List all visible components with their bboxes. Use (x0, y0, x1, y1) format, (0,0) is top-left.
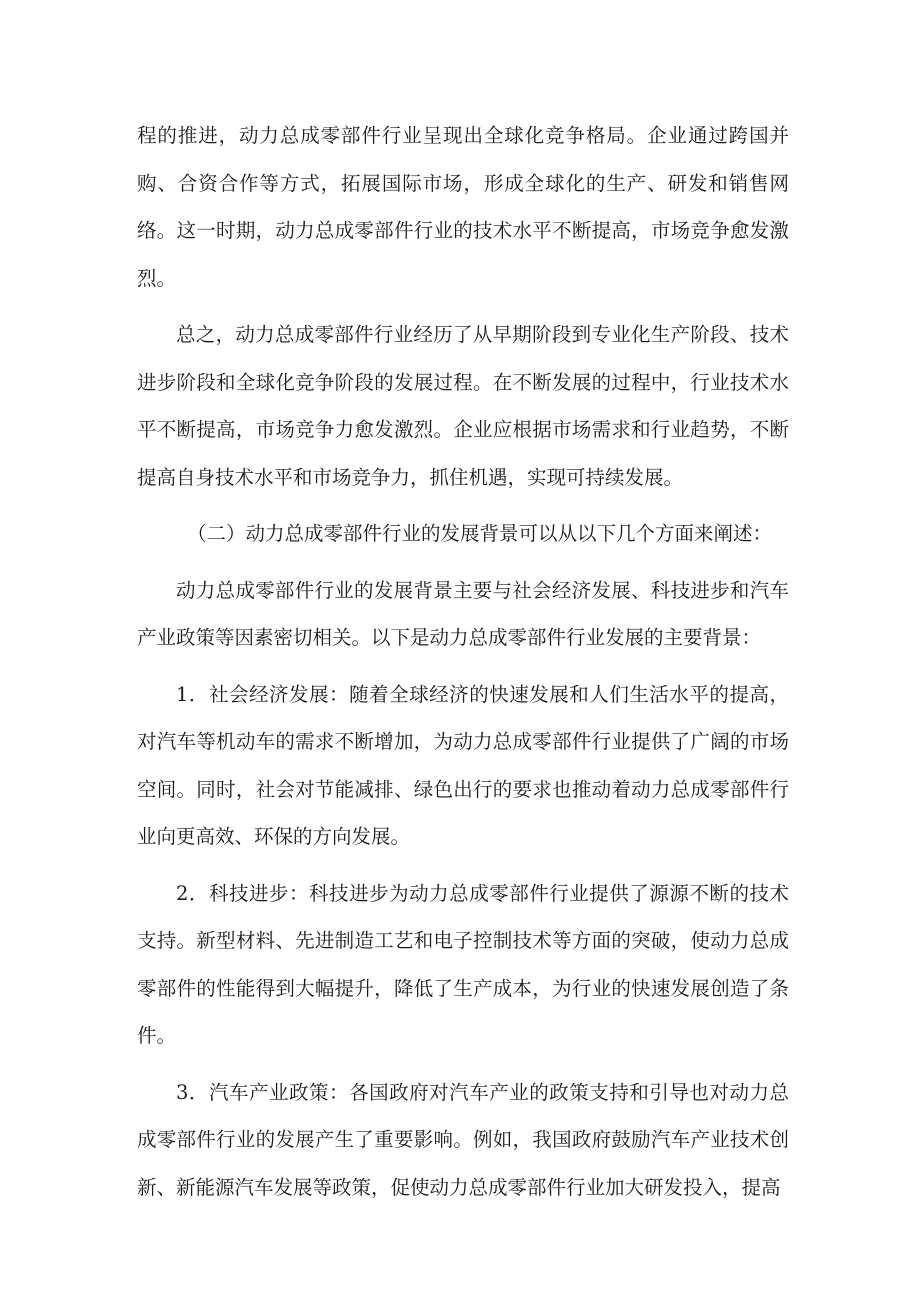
list-item-technology: 2．科技进步：科技进步为动力总成零部件行业提供了源源不断的技术支持。新型材料、先进制造工艺和电子控制技术等方面的突破，使动力总成零部件的性能得到大幅提升，降低了生产成本，为行业的快速发展创造了条件。 (137, 881, 789, 1047)
paragraph-continuation: 程的推进，动力总成零部件行业呈现出全球化竞争格局。企业通过跨国并购、合资合作等方式，拓展国际市场，形成全球化的生产、研发和销售网络。这一时期，动力总成零部件行业的技术水平不断提高，市场竞争愈发激烈。 (137, 124, 789, 290)
list-item-policy: 3．汽车产业政策：各国政府对汽车产业的政策支持和引导也对动力总成零部件行业的发展产生了重要影响。例如，我国政府鼓励汽车产业技术创新、新能源汽车发展等政策，促使动力总成零部件行业加大研发投入，提高 (137, 1080, 789, 1199)
list-item-economy: 1．社会经济发展：随着全球经济的快速发展和人们生活水平的提高，对汽车等机动车的需求不断增加，为动力总成零部件行业提供了广阔的市场空间。同时，社会对节能减排、绿色出行的要求也推动着动力总成零部件行业向更高效、环保的方向发展。 (137, 682, 789, 848)
section-heading: （二）动力总成零部件行业的发展背景可以从以下几个方面来阐述： (187, 522, 773, 545)
document-body (137, 112, 789, 1220)
paragraph-summary: 总之，动力总成零部件行业经历了从早期阶段到专业化生产阶段、技术进步阶段和全球化竞争阶段的发展过程。在不断发展的过程中，行业技术水平不断提高，市场竞争力愈发激烈。企业应根据市场需求和行业趋势，不断提高自身技术水平和市场竞争力，抓住机遇，实现可持续发展。 (137, 323, 789, 489)
paragraph-background-intro: 动力总成零部件行业的发展背景主要与社会经济发展、科技进步和汽车产业政策等因素密切相关。以下是动力总成零部件行业发展的主要背景： (137, 578, 789, 649)
